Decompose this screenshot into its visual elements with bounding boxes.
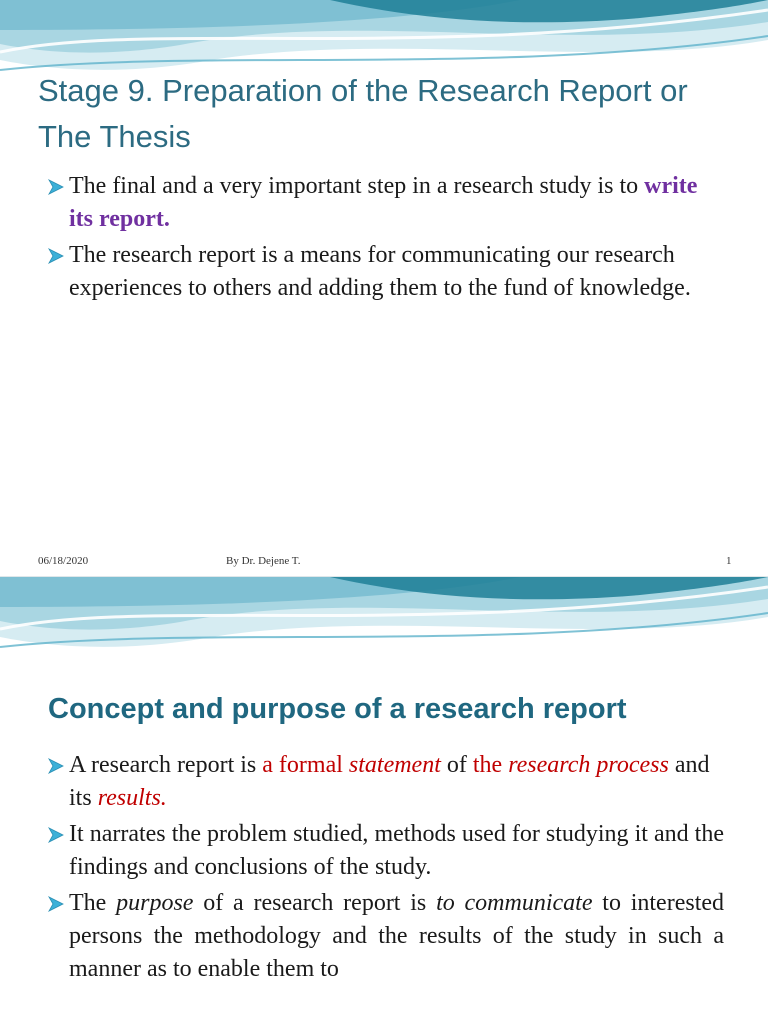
list-item [48,818,724,884]
bullet-list [48,749,724,989]
slide-title: Concept and purpose of a research report [48,693,627,725]
header-wave-decoration [0,577,768,667]
list-item [48,239,724,305]
highlight-text: statement [348,752,441,778]
list-item [48,887,724,986]
list-item [48,170,724,236]
highlight-text: research process [508,752,669,778]
bullet-list [48,170,724,308]
highlight-text: write its report. [69,173,698,232]
highlight-text: results. [97,785,167,811]
footer-author: By Dr. Dejene T. [226,555,301,567]
slide-title: Stage 9. Preparation of the Research Report or The Thesis [38,73,688,154]
footer-page-number: 1 [726,555,732,567]
emphasis-text: purpose [116,890,194,916]
emphasis-text: to communicate [436,890,593,916]
arrow-bullet-icon [48,827,64,843]
slide-2 [0,576,768,1025]
footer-date: 06/18/2020 [38,555,89,567]
bullet-text: A research report is [69,752,263,778]
highlight-text: the [472,752,509,778]
bullet-text: to interested persons the methodology and the results of the study in such a manner as to enable them to [69,890,725,982]
arrow-bullet-icon [48,248,64,264]
bullet-text: of [440,752,473,778]
arrow-bullet-icon [48,758,64,774]
bullet-text: of a research report is [193,890,437,916]
arrow-bullet-icon [48,179,64,195]
arrow-bullet-icon [48,896,64,912]
list-item [48,749,724,815]
highlight-text: a formal [262,752,349,778]
bullet-text: The research report is a means for communicating our research experiences to others and adding them to the fund of knowledge. [69,242,691,301]
bullet-text: The final and a very important step in a research study is to [69,173,645,199]
bullet-text: and its [69,752,710,811]
bullet-text: It narrates the problem studied, methods used for studying it and the findings and conclusions of the study. [69,821,724,880]
bullet-text: The [69,890,117,916]
